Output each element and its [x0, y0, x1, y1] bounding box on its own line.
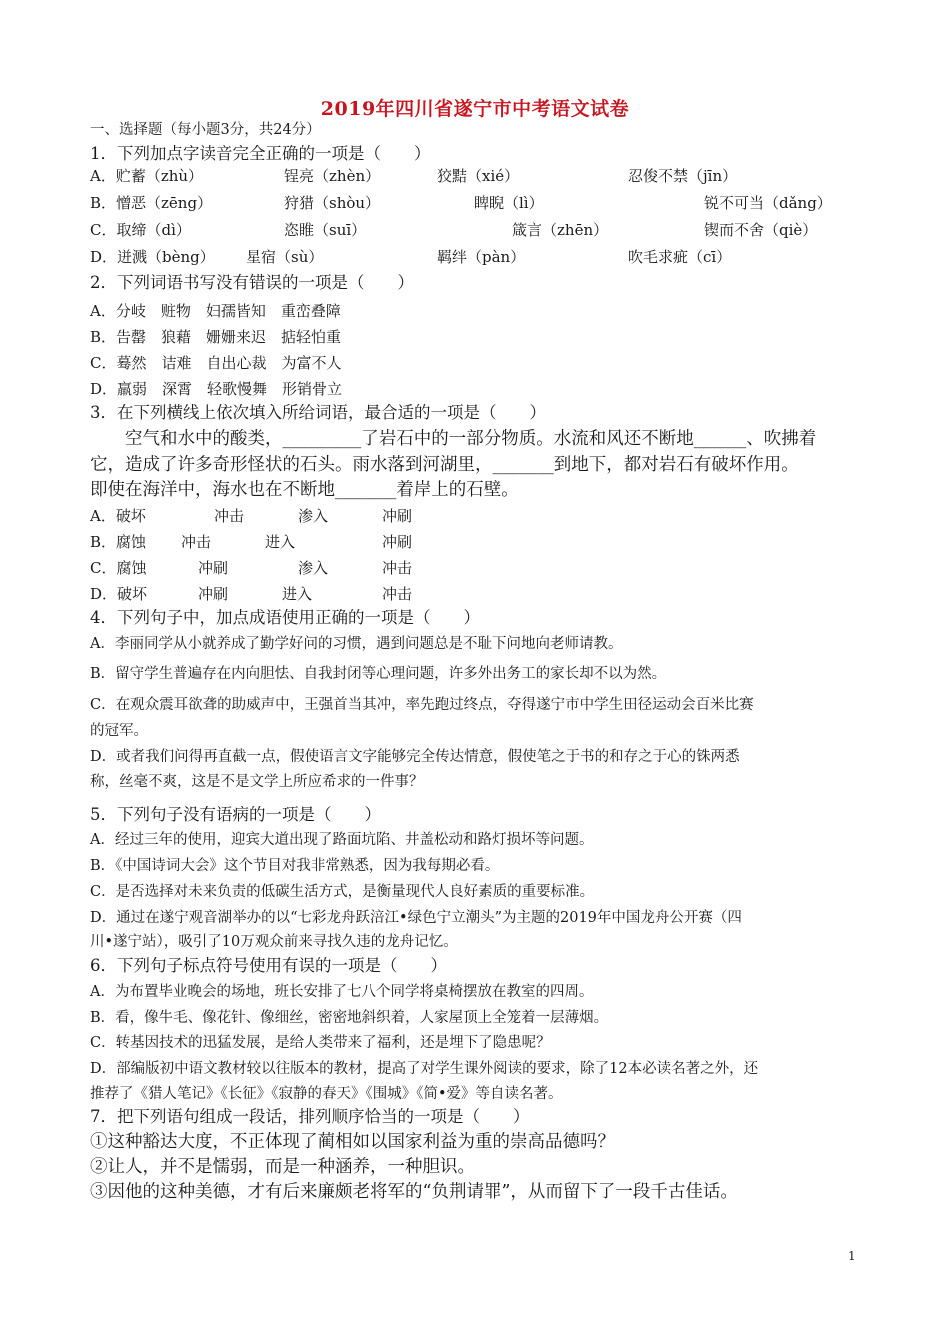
q7-sentence: ①这种豁达大度，不正体现了蔺相如以国家利益为重的崇高品德吗？: [90, 1132, 615, 1152]
question-2-stem: 2．下列词语书写没有错误的一项是（ ）: [90, 273, 414, 292]
q1-option-c-col2: 恣睢（suī）: [284, 221, 367, 239]
q2-option-c: C．蓦然 诘难 自出心裁 为富不人: [90, 354, 342, 372]
q1-option-c-col3: 箴言（zhēn）: [512, 221, 609, 239]
q3-option-b-col1: B．腐蚀: [90, 533, 147, 551]
q3-option-c-col4: 冲击: [382, 559, 413, 577]
q1-option-d-col3: 羁绊（pàn）: [437, 248, 526, 266]
q2-option-d: D．羸弱 深霄 轻歌慢舞 形销骨立: [90, 380, 343, 398]
q1-option-a-col3: 狡黠（xié）: [437, 167, 520, 185]
q7-sentence: ②让人，并不是懦弱，而是一种涵养，一种胆识。: [90, 1157, 475, 1177]
q3-option-d-col2: 冲刷: [198, 585, 229, 603]
q7-sentence: ③因他的这种美德，才有后来廉颇老将军的“负荆请罪”，从而留下了一段千古佳话。: [90, 1182, 738, 1202]
q4-option-line: 称，丝毫不爽，这是不是文学上所应希求的一件事？: [90, 774, 424, 790]
q3-passage-line: 即使在海洋中，海水也在不断地_______着岸上的石壁。: [90, 480, 519, 500]
page-title: 2019年四川省遂宁市中考语文试卷: [320, 98, 630, 120]
q5-option-line: D．通过在遂宁观音湖举办的以“七彩龙舟跃涪江•绿色宁立潮头”为主题的2019年中国龙舟公开赛（四: [90, 910, 742, 926]
q2-option-b: B．告罄 狼藉 姗姗来迟 掂轻怕重: [90, 328, 342, 346]
page-number: 1: [848, 1249, 856, 1263]
q1-option-b-col3: 睥睨（lì）: [474, 194, 544, 212]
q1-option-c-col1: C．取缔（dì）: [90, 221, 191, 239]
question-4-stem: 4．下列句子中，加点成语使用正确的一项是（ ）: [90, 608, 480, 627]
q3-option-b-col4: 冲刷: [382, 533, 413, 551]
section-heading: 一、选择题（每小题3分，共24分）: [90, 122, 321, 138]
q1-option-b-col1: B．憎恶（zēng）: [90, 194, 213, 212]
q3-option-a-col2: 冲击: [214, 507, 245, 525]
q3-option-c-col2: 冲刷: [198, 559, 229, 577]
q4-option-line: D．或者我们问得再直截一点，假使语言文字能够完全传达情意，假使笔之于书的和存之于心的铢两悉: [90, 749, 740, 765]
q1-option-c-col4: 锲而不舍（qiè）: [704, 221, 818, 239]
q4-option-line: B．留守学生普遍存在内向胆怯、自我封闭等心理问题，许多外出务工的家长却不以为然。: [90, 666, 667, 682]
question-6-stem: 6．下列句子标点符号使用有误的一项是（ ）: [90, 956, 447, 975]
q3-option-a-col1: A．破坏: [90, 507, 146, 525]
q3-option-b-col3: 进入: [265, 533, 296, 551]
q1-option-a-col2: 锃亮（zhèn）: [284, 167, 381, 185]
question-5-stem: 5．下列句子没有语病的一项是（ ）: [90, 805, 381, 824]
q1-option-d-col4: 吹毛求疵（cī）: [628, 248, 732, 266]
q5-option-line: 川•遂宁站），吸引了10万观众前来寻找久违的龙舟记忆。: [90, 934, 458, 950]
q3-passage-line: 空气和水中的酸类，_________了岩石中的一部分物质。水流和风还不断地______、吹拂着: [90, 429, 817, 449]
q3-option-c-col3: 渗入: [298, 559, 329, 577]
q3-option-a-col4: 冲刷: [382, 507, 413, 525]
q1-option-b-col4: 锐不可当（dǎng）: [704, 194, 832, 212]
q1-option-a-col4: 忍俊不禁（jīn）: [628, 167, 738, 185]
q6-option-line: 推荐了《猎人笔记》《长征》《寂静的春天》《围城》《简•爱》等自读名著。: [90, 1086, 563, 1102]
question-7-stem: 7．把下列语句组成一段话，排列顺序恰当的一项是（ ）: [90, 1107, 530, 1126]
q3-option-c-col1: C．腐蚀: [90, 559, 147, 577]
q6-option-line: A．为布置毕业晚会的场地，班长安排了七八个同学将桌椅摆放在教室的四周。: [90, 984, 594, 1000]
q6-option-line: C．转基因技术的迅猛发展，是给人类带来了福利，还是埋下了隐患呢？: [90, 1035, 551, 1051]
q6-option-line: D．部编版初中语文教材较以往版本的教材，提高了对学生课外阅读的要求，除了12本必读名著之外，还: [90, 1061, 759, 1077]
q1-option-b-col2: 狩猎（shòu）: [284, 194, 381, 212]
q5-option-line: A．经过三年的使用，迎宾大道出现了路面坑陷、井盖松动和路灯损坏等问题。: [90, 832, 594, 848]
q1-option-a-col1: A．贮蓄（zhù）: [90, 167, 204, 185]
q1-option-d-col2: 星宿（sù）: [246, 248, 324, 266]
q6-option-line: B．看，像牛毛、像花针、像细丝，密密地斜织着，人家屋顶上全笼着一层薄烟。: [90, 1010, 609, 1026]
q3-option-d-col3: 进入: [282, 585, 313, 603]
q5-option-line: C．是否选择对未来负责的低碳生活方式，是衡量现代人良好素质的重要标准。: [90, 884, 595, 900]
q5-option-line: B．《中国诗词大会》这个节目对我非常熟悉，因为我每期必看。: [90, 858, 500, 874]
question-3-stem: 3．在下列横线上依次填入所给词语，最合适的一项是（ ）: [90, 403, 546, 422]
q4-option-line: 的冠军。: [90, 723, 148, 739]
q2-option-a: A．分岐 赃物 妇孺皆知 重峦叠障: [90, 302, 341, 320]
q3-option-d-col4: 冲击: [382, 585, 413, 603]
q3-option-d-col1: D．破坏: [90, 585, 148, 603]
q4-option-line: A．李丽同学从小就养成了勤学好问的习惯，遇到问题总是不耻下问地向老师请教。: [90, 636, 623, 652]
q4-option-line: C．在观众震耳欲聋的助威声中，王强首当其冲，率先跑过终点，夺得遂宁市中学生田径运动会百米比赛: [90, 697, 754, 713]
question-1-stem: 1．下列加点字读音完全正确的一项是（ ）: [90, 144, 431, 163]
q3-option-b-col2: 冲击: [181, 533, 212, 551]
q1-option-d-col1: D．迸溅（bèng）: [90, 248, 215, 266]
q3-option-a-col3: 渗入: [298, 507, 329, 525]
q3-passage-line: 它，造成了许多奇形怪状的石头。雨水落到河湖里，_______到地下，都对岩石有破坏作用。: [90, 455, 799, 475]
